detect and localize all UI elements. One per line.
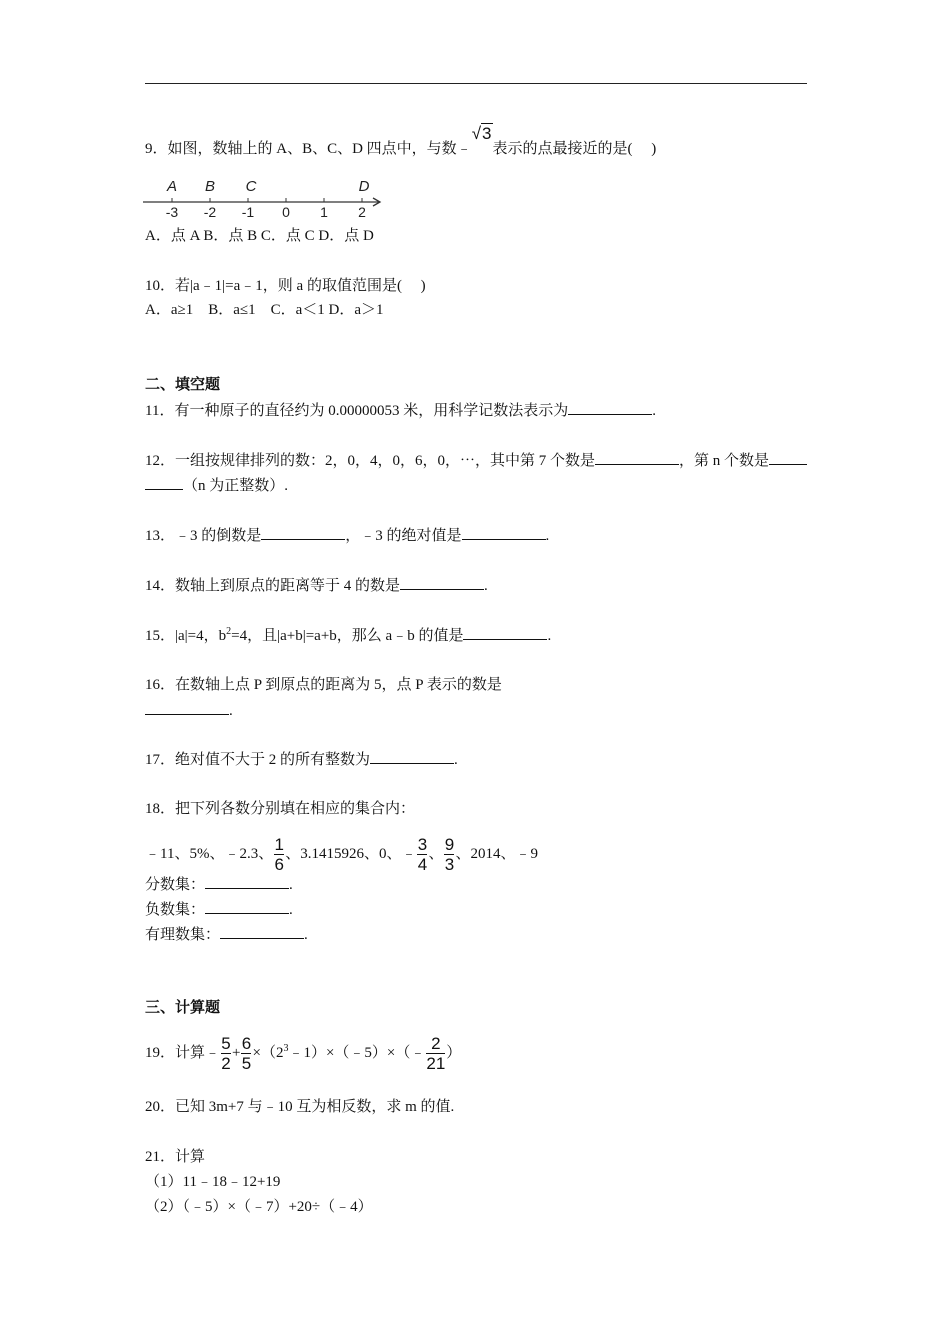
- set-period: .: [289, 902, 293, 918]
- header-rule: [145, 83, 807, 84]
- fraction-five-halves: [221, 1035, 231, 1072]
- point-label-d: D: [358, 178, 370, 195]
- q17-text: 17．绝对值不大于 2 的所有整数为: [145, 752, 371, 768]
- set-fractions: [145, 874, 293, 895]
- question-13: [145, 525, 549, 546]
- q13-period: .: [545, 528, 550, 544]
- point-label-b: B: [204, 178, 216, 195]
- fraction-numerator: 1: [274, 835, 284, 854]
- question-18-stem: 18．把下列各数分别填在相应的集合内：: [145, 801, 416, 817]
- question-12-line-2: [145, 475, 288, 496]
- answer-blank[interactable]: [145, 700, 229, 715]
- answer-blank[interactable]: [145, 475, 183, 490]
- q19-superscript: 3: [283, 1042, 289, 1054]
- question-9-options: A．点 A B．点 B C．点 C D．点 D: [145, 228, 374, 244]
- fraction-nine-thirds: [444, 836, 454, 873]
- point-label-c: C: [245, 178, 257, 195]
- set-label: 负数集：: [145, 902, 206, 918]
- q14-period: .: [484, 578, 488, 594]
- section-2-heading: 二、填空题: [145, 377, 221, 393]
- question-14: [145, 575, 488, 596]
- q16-period: .: [229, 703, 233, 719]
- answer-blank[interactable]: [220, 924, 304, 939]
- set-negatives: [145, 899, 293, 920]
- question-15: [145, 625, 551, 646]
- question-10-options: A．a≥1 B．a≤1 C．a＜1 D．a＞1: [145, 302, 384, 318]
- fraction-denominator: 21: [426, 1054, 446, 1073]
- set-period: .: [289, 877, 293, 893]
- question-16-line-1: 16．在数轴上点 P 到原点的距离为 5，点 P 表示的数是: [145, 677, 502, 693]
- q18-numbers-b: 、3.1415926、0、﹣: [285, 845, 417, 862]
- tick-label: 1: [320, 204, 328, 220]
- answer-blank[interactable]: [568, 400, 652, 415]
- fraction-denominator: 4: [417, 855, 428, 874]
- sqrt-expression: √3: [471, 124, 492, 143]
- answer-blank[interactable]: [261, 525, 345, 540]
- question-9-stem: [145, 124, 657, 159]
- q19-text-pre: 19．计算﹣: [145, 1044, 221, 1061]
- answer-blank[interactable]: [595, 450, 679, 465]
- question-19: [145, 1035, 461, 1072]
- fraction-denominator: 6: [274, 855, 284, 874]
- q13-text-pre: 13．﹣3 的倒数是: [145, 528, 262, 544]
- q13-text-mid: ，﹣3 的绝对值是: [345, 528, 462, 544]
- question-21-part-1: （1）11﹣18﹣12+19: [145, 1174, 281, 1190]
- answer-blank[interactable]: [769, 450, 807, 465]
- fraction-six-fifths: [241, 1035, 251, 1072]
- question-21-stem: 21．计算: [145, 1149, 206, 1165]
- fraction-denominator: 2: [221, 1054, 231, 1073]
- q19-text-mid2: ﹣1）×（﹣5）×（﹣: [288, 1044, 426, 1061]
- fraction-denominator: 5: [241, 1054, 252, 1073]
- fraction-numerator: 3: [417, 835, 428, 854]
- q12-text-post: （n 为正整数）.: [183, 478, 289, 494]
- question-17: [145, 749, 458, 770]
- fraction-numerator: 9: [444, 835, 455, 854]
- number-line-figure: [143, 172, 393, 222]
- section-3-heading: 三、计算题: [145, 1000, 221, 1016]
- point-label-a: A: [166, 178, 178, 195]
- question-11: [145, 400, 656, 421]
- question-10-stem: 10．若|a﹣1|=a﹣1，则 a 的取值范围是( ): [145, 278, 426, 294]
- q18-numbers-c: 、2014、﹣9: [455, 845, 538, 862]
- answer-blank[interactable]: [205, 874, 289, 889]
- sqrt-argument: 3: [482, 124, 492, 143]
- q15-text-mid: =4，且|a+b|=a+b，那么 a﹣b 的值是: [231, 628, 464, 644]
- fraction-one-sixth: [274, 836, 284, 873]
- tick-label: 2: [358, 204, 366, 220]
- answer-blank[interactable]: [462, 525, 546, 540]
- question-18-numbers: [145, 836, 538, 873]
- q11-text: 11．有一种原子的直径约为 0.00000053 米，用科学记数法表示为: [145, 403, 569, 419]
- fraction-two-twentyfirsts: [426, 1035, 445, 1072]
- answer-blank[interactable]: [370, 749, 454, 764]
- q19-text-post: ）: [446, 1044, 462, 1061]
- fraction-numerator: 2: [431, 1034, 441, 1053]
- set-label: 分数集：: [145, 877, 206, 893]
- fraction-numerator: 6: [241, 1034, 252, 1053]
- q18-numbers-a: ﹣11、5%、﹣2.3、: [145, 845, 274, 862]
- q14-text: 14．数轴上到原点的距离等于 4 的数是: [145, 578, 401, 594]
- fraction-three-fourths: [417, 836, 427, 873]
- fraction-denominator: 3: [444, 855, 455, 874]
- q12-text-mid: ，第 n 个数是: [679, 453, 770, 469]
- question-20: 20．已知 3m+7 与﹣10 互为相反数，求 m 的值.: [145, 1099, 455, 1115]
- fraction-numerator: 5: [221, 1034, 231, 1053]
- answer-blank[interactable]: [205, 899, 289, 914]
- q12-text-pre: 12．一组按规律排列的数：2，0，4，0，6，0，⋯，其中第 7 个数是: [145, 453, 596, 469]
- q18-separator: 、: [428, 845, 444, 862]
- q9-text-pre: 9．如图，数轴上的 A、B、C、D 四点中，与数﹣: [145, 141, 472, 157]
- q15-superscript: 2: [226, 626, 232, 637]
- answer-blank[interactable]: [463, 625, 547, 640]
- q17-period: .: [454, 752, 458, 768]
- q19-text-mid: ×（2: [252, 1044, 284, 1061]
- question-21-part-2: （2）（﹣5）×（﹣7）+20÷（﹣4）: [145, 1199, 373, 1215]
- q11-period: .: [652, 403, 656, 419]
- question-16-line-2: [145, 700, 233, 721]
- q15-period: .: [547, 628, 552, 644]
- plus-sign: +: [232, 1044, 241, 1061]
- tick-label: -3: [165, 204, 179, 220]
- set-label: 有理数集：: [145, 927, 221, 943]
- q9-text-post: 表示的点最接近的是( ): [492, 141, 657, 157]
- tick-label: -2: [203, 204, 217, 220]
- q15-text-pre: 15．|a|=4，b: [145, 628, 227, 644]
- set-rationals: [145, 924, 308, 945]
- question-12-line-1: [145, 450, 807, 471]
- set-period: .: [304, 927, 308, 943]
- tick-label: -1: [241, 204, 255, 220]
- tick-label: 0: [282, 204, 290, 220]
- answer-blank[interactable]: [400, 575, 484, 590]
